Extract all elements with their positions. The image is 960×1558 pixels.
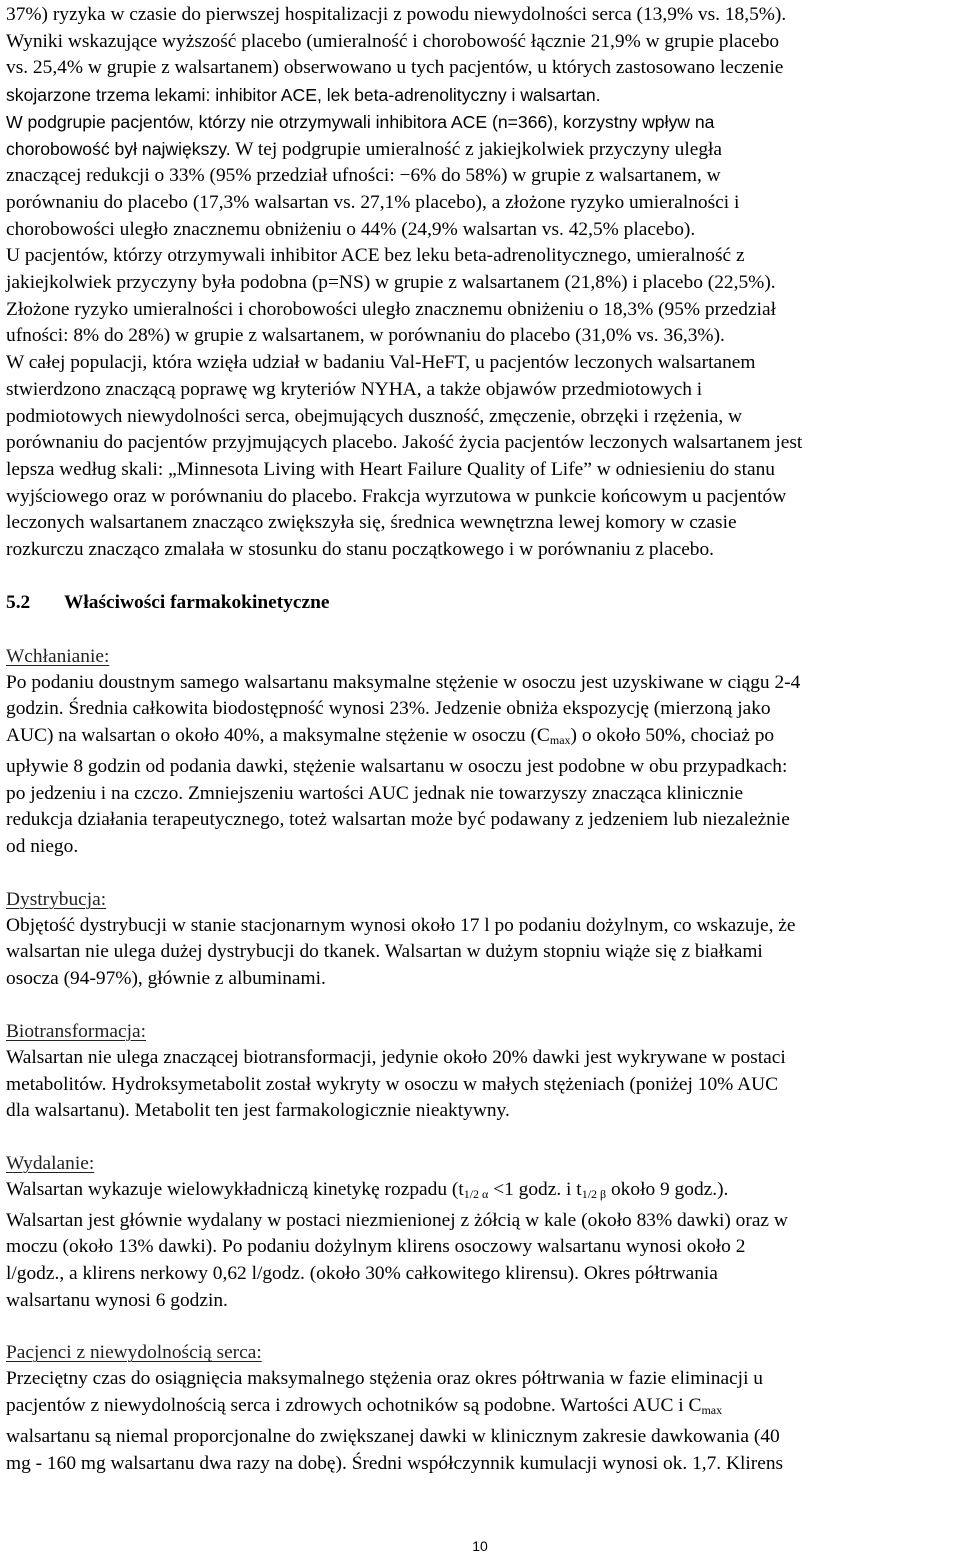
text-line: lepsza według skali: „Minnesota Living with Heart Failure Quality of Life” w odniesieniu do stanu	[6, 458, 775, 480]
text-line: od niego.	[6, 835, 79, 857]
text-line: stwierdzono znaczącą poprawę wg kryteriów NYHA, a także objawów przedmiotowych i	[6, 378, 703, 400]
subscript: max	[549, 733, 571, 748]
text-line: rozkurczu znacząco zmalała w stosunku do stanu początkowego i w porównaniu z placebo.	[6, 539, 715, 561]
text-line: Po podaniu doustnym samego walsartanu maksymalne stężenie w osoczu jest uzyskiwane w ciągu 2-4	[6, 671, 801, 693]
text-line: znaczącej redukcji o 33% (95% przedział ufności: −6% do 58%) w grupie z walsartanem, w	[6, 165, 721, 187]
section-number: 5.2	[6, 591, 31, 613]
text-line: 37%) ryzyka w czasie do pierwszej hospitalizacji z powodu niewydolności serca (13,9% vs. 18,5%).	[6, 4, 787, 25]
subsection-label-elimination: Wydalanie:	[6, 1152, 95, 1174]
text-line: ufności: 8% do 28%) w grupie z walsartanem, w porównaniu do placebo (31,0% vs. 36,3%).	[6, 325, 725, 347]
text-line: porównaniu do pacjentów przyjmujących placebo. Jakość życia pacjentów leczonych walsartanem jest	[6, 432, 803, 454]
text-line: dla walsartanu). Metabolit ten jest farmakologicznie nieaktywny.	[6, 1100, 510, 1122]
text-line-mixed	[6, 1393, 954, 1424]
text-line: po jedzeniu i na czczo. Zmniejszeniu wartości AUC jednak nie towarzyszy znacząca klinicznie	[6, 782, 744, 804]
distribution-paragraph	[6, 913, 954, 993]
text-run: Walsartan wykazuje wielowykładniczą kinetykę rozpadu (t	[6, 1178, 464, 1200]
text-line: l/godz., a klirens nerkowy 0,62 l/godz. (około 30% całkowitego klirensu). Okres półtrwania	[6, 1263, 718, 1285]
text-line: Przeciętny czas do osiągnięcia maksymalnego stężenia oraz okres półtrwania w fazie eliminacji u	[6, 1368, 764, 1390]
page-number: 10	[472, 1538, 488, 1554]
subsection-label-heart-failure: Pacjenci z niewydolnością serca:	[6, 1342, 262, 1364]
text-line: W całej populacji, która wzięła udział w badaniu Val-HeFT, u pacjentów leczonych walsartanem	[6, 352, 756, 374]
text-line: walsartan nie ulega dużej dystrybucji do tkanek. Walsartan w dużym stopniu wiąże się z białkami	[6, 941, 763, 963]
biotransformation-paragraph	[6, 1045, 954, 1125]
text-line: jakiejkolwiek przyczyny była podobna (p=NS) w grupie z walsartanem (21,8%) i placebo (22,5%).	[6, 272, 776, 294]
text-line: U pacjentów, którzy otrzymywali inhibitor ACE bez leku beta-adrenolitycznego, umieralność z	[6, 245, 745, 267]
text-line: Walsartan nie ulega znaczącej biotransformacji, jedynie około 20% dawki jest wykrywane w postaci	[6, 1046, 786, 1068]
section-heading	[6, 590, 954, 616]
text-line: moczu (około 13% dawki). Po podaniu dożylnym klirens osoczowy walsartanu wynosi około 2	[6, 1236, 746, 1258]
text-line-mixed	[6, 1177, 954, 1208]
text-line: osocza (94-97%), głównie z albuminami.	[6, 968, 326, 990]
text-line-mixed	[6, 723, 954, 754]
text-line: skojarzone trzema lekami: inhibitor ACE, lek beta-adrenolityczny i walsartan.	[6, 85, 601, 106]
text-line: godzin. Średnia całkowita biodostępność wynosi 23%. Jedzenie obniża ekspozycję (mierzoną jako	[6, 698, 771, 720]
absorption-paragraph	[6, 670, 954, 861]
text-line: Objętość dystrybucji w stanie stacjonarnym wynosi około 17 l po podaniu dożylnym, co wskazuje, że	[6, 914, 796, 936]
text-line: redukcja działania terapeutycznego, toteż walsartan może być podawany z jedzeniem lub niezależnie	[6, 809, 790, 831]
subsection-label-biotransformation: Biotransformacja:	[6, 1020, 146, 1042]
text-line: Złożone ryzyko umieralności i chorobowości uległo znacznemu obniżeniu o 18,3% (95% przedział	[6, 298, 776, 320]
text-run: AUC) na walsartan o około 40%, a maksymalne stężenie w osoczu (C	[6, 725, 550, 747]
subscript: max	[701, 1403, 723, 1418]
text-line: Wyniki wskazujące wyższość placebo (umieralność i chorobowość łącznie 21,9% w grupie placebo	[6, 30, 780, 52]
subsection-label-absorption: Wchłanianie:	[6, 645, 110, 667]
intro-paragraph	[6, 2, 954, 564]
text-line: vs. 25,4% w grupie z walsartanem) obserwowano u tych pacjentów, u których zastosowano leczenie	[6, 57, 784, 79]
text-run: pacjentów z niewydolnością serca i zdrowych ochotników są podobne. Wartości AUC i C	[6, 1395, 702, 1417]
text-line-mixed	[6, 136, 954, 164]
text-run: <1 godz. i t	[488, 1178, 582, 1200]
section-title: Właściwości farmakokinetyczne	[64, 591, 330, 613]
text-line: chorobowości uległo znacznemu obniżeniu o 44% (24,9% walsartan vs. 42,5% placebo).	[6, 218, 696, 240]
elimination-paragraph	[6, 1177, 954, 1315]
heart-failure-paragraph	[6, 1366, 954, 1477]
text-line: walsartanu wynosi 6 godzin.	[6, 1289, 228, 1311]
text-run: W tej podgrupie umieralność z jakiejkolwiek przyczyny uległa	[230, 138, 723, 160]
text-run: około 9 godz.).	[606, 1178, 729, 1200]
subscript: 1/2 β	[581, 1186, 607, 1201]
document-page	[6, 2, 954, 1477]
text-line: porównaniu do placebo (17,3% walsartan vs. 27,1% placebo), a złożone ryzyko umieralności i	[6, 191, 740, 213]
subsection-label-distribution: Dystrybucja:	[6, 888, 107, 910]
text-run: chorobowość był największy.	[6, 138, 231, 159]
text-line: leczonych walsartanem znacząco zwiększyła się, średnica wewnętrzna lewej komory w czasie	[6, 512, 737, 534]
text-run: ) o około 50%, chociaż po	[570, 725, 775, 747]
text-line: walsartanu są niemal proporcjonalne do zwiększanej dawki w klinicznym zakresie dawkowania (40	[6, 1425, 780, 1447]
text-line: wyjściowego oraz w porównaniu do placebo. Frakcja wyrzutowa w punkcie końcowym u pacjentów	[6, 485, 787, 507]
text-line: podmiotowych niewydolności serca, obejmujących duszność, zmęczenie, obrzęki i rzężenia, w	[6, 405, 743, 427]
text-line: Walsartan jest głównie wydalany w postaci niezmienionej z żółcią w kale (około 83% dawki) oraz w	[6, 1209, 788, 1231]
text-line: mg - 160 mg walsartanu dwa razy na dobę). Średni współczynnik kumulacji wynosi ok. 1,7. Klirens	[6, 1452, 784, 1474]
text-line: W podgrupie pacjentów, którzy nie otrzymywali inhibitora ACE (n=366), korzystny wpływ na	[6, 111, 715, 132]
text-line: metabolitów. Hydroksymetabolit został wykryty w osoczu w małych stężeniach (poniżej 10% AUC	[6, 1073, 779, 1095]
subscript: 1/2 α	[463, 1186, 489, 1201]
text-line: upływie 8 godzin od podania dawki, stężenie walsartanu w osoczu jest podobne w obu przypadkach:	[6, 755, 788, 777]
